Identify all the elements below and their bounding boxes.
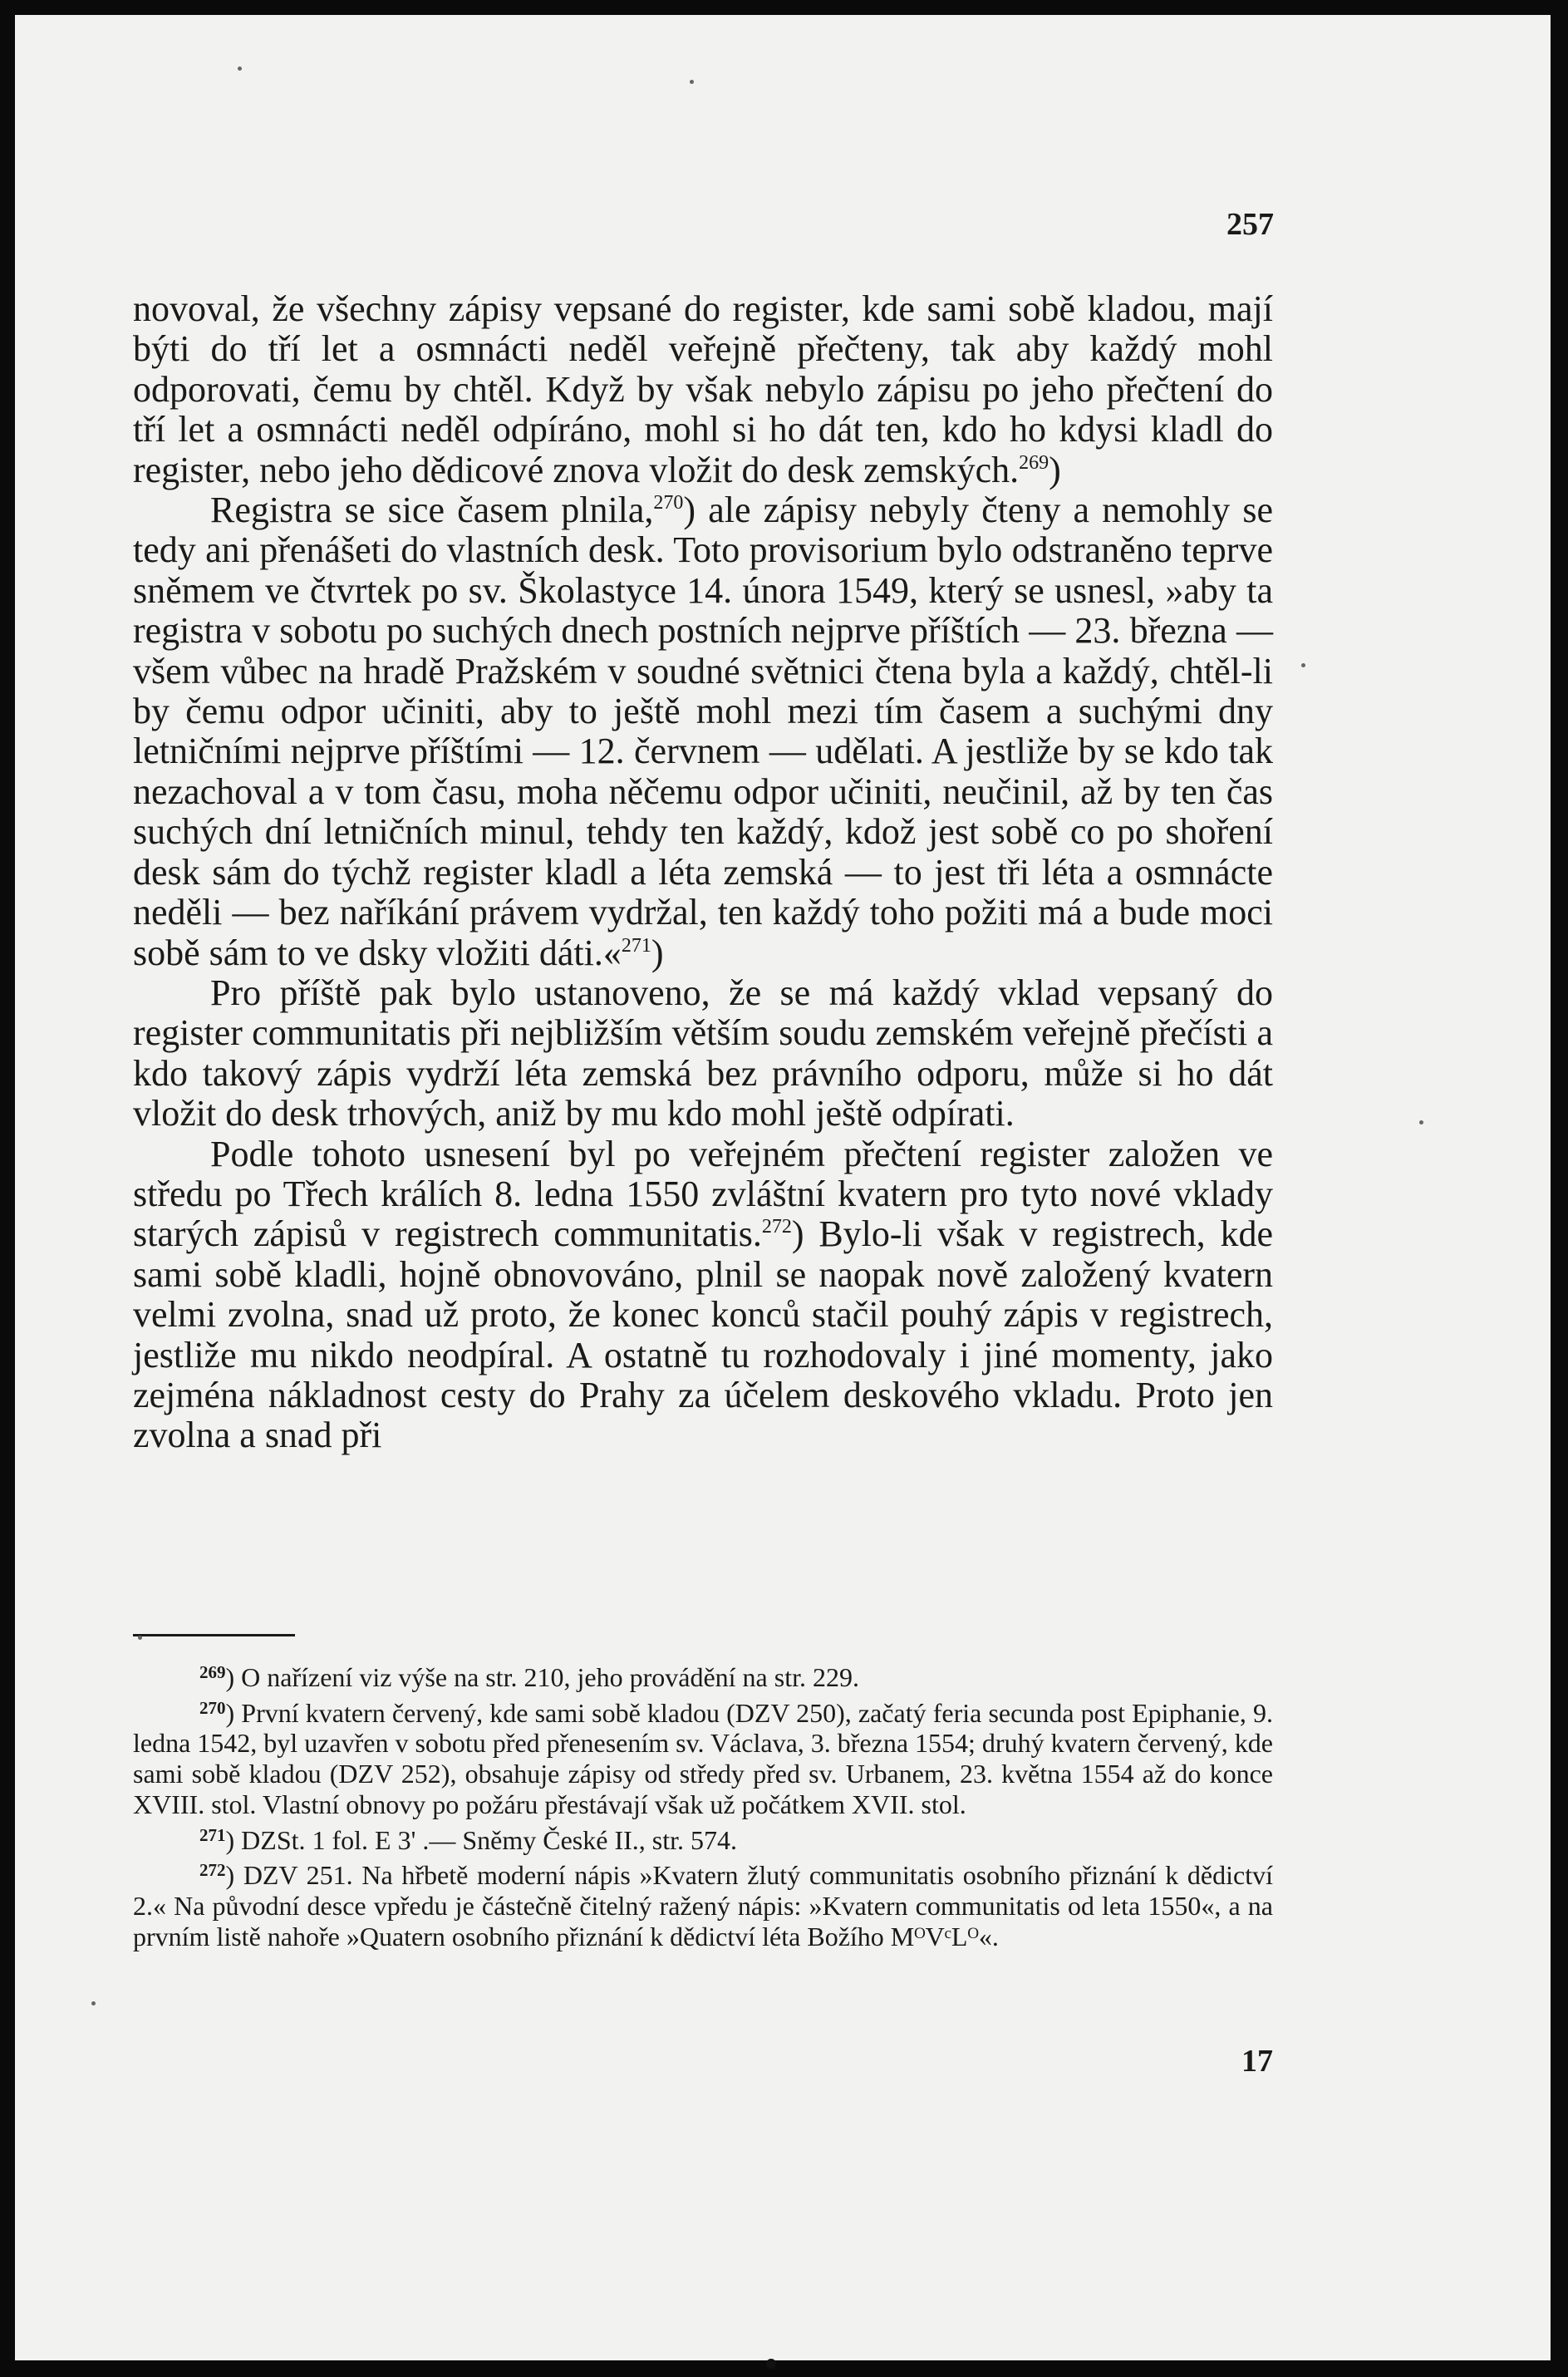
footnote-mark: 270	[199, 1697, 226, 1718]
footnote-269	[133, 1657, 1273, 1693]
paragraph-text: ) ale zápisy nebyly čteny a nemohly se tedy ani přenášeti do vlastních desk. Toto provisorium bylo odstraněno teprve sněmem ve čtvrtek po sv. Školastyce 14. února 1549, který se usnesl, »aby ta registra v sobotu po suchých dnech postních nejprve příštích — 23. března — všem vůbec na hradě Pražském v soudné světnici čtena byla a každý, chtěl-li by čemu odpor učiniti, aby to ještě mohl mezi tím časem a suchými dny letničními nejprve příštími — 12. červnem — udělati. A jestliže by se kdo tak nezachoval a v tom času, moha něčemu odpor učiniti, neučinil, až by ten čas suchých dní letničních minul, tehdy ten každý, kdož jest sobě co po shoření desk sám do týchž register kladl a léta zemská — to jest tři léta a osmnácte neděli — bez naříkání právem vydržal, ten každý toho požiti má a bude moci sobě sám to ve dsky vložiti dáti.«	[133, 490, 1273, 973]
footnote-text: ) První kvatern červený, kde sami sobě kladou (DZV 250), začatý feria secunda post Epiphanie, 9. ledna 1542, byl uzavřen v sobotu před přenesením sv. Václava, 3. března 1554; druhý kvatern červený, kde sami sobě kladou (DZV 252), obsahuje zápisy od středy před sv. Urbanem, 23. května 1554 až do konce XVIII. stol. Vlastní obnovy po požáru přestávají však už počátkem XVII. stol.	[133, 1697, 1273, 1819]
paragraph-4	[133, 1134, 1273, 1456]
footnote-text: ) O nařízení viz výše na str. 210, jeho provádění na str. 229.	[225, 1662, 859, 1692]
dust-speck	[1419, 1120, 1423, 1125]
paragraph-1	[133, 289, 1273, 490]
note-ref-272: 272	[761, 1216, 792, 1238]
paragraph-lead: Registra se sice časem plnila,	[210, 490, 654, 531]
note-ref-close: )	[1049, 449, 1061, 490]
dust-speck	[238, 66, 242, 71]
paragraph-text: ) Bylo-li však v registrech, kde sami sobě kladli, hojně obnovováno, plnil se naopak nově založený kvatern velmi zvolna, snad už proto, že konec konců stačil pouhý zápis v registrech, jestliže mu nikdo neodpíral. A ostatně tu rozhodovaly i jiné momenty, jako zejména nákladnost cesty do Prahy za účelem deskového vkladu. Proto jen zvolna a snad při	[133, 1213, 1273, 1456]
paragraph-text: novoval, že všechny zápisy vepsané do register, kde sami sobě kladou, mají býti do tří let a osmnácti neděl veřejně přečteny, tak aby každý mohl odporovati, čemu by chtěl. Když by však nebylo zápisu po jeho přečtení do tří let a osmnácti neděl odpíráno, mohl si ho dát ten, kdo ho kdysi kladl do register, nebo jeho dědicové znova vložit do desk zemských.	[133, 288, 1273, 490]
note-ref-close: )	[651, 932, 664, 973]
dust-speck	[690, 80, 694, 84]
scanned-page	[15, 15, 1551, 2360]
footnote-separator	[133, 1634, 295, 1636]
paragraph-lead: Podle tohoto usnesení byl po veřejném přečtení register založen ve středu po Třech králích 8. ledna 1550 zvláštní kvatern pro tyto nové vklady starých zápisů v registrech communitatis.	[133, 1133, 1273, 1255]
footnote-text: ) DZV 251. Na hřbetě moderní nápis »Kvatern žlutý communitatis osobního přiznání k dědictví 2.« Na původní desce vpředu je částečně čitelný ražený nápis: »Kvatern communitatis od leta 1550«, a na prvním listě nahoře »Quatern osobního přiznání k dědictví léta Božího MᴼVᶜLᴼ«.	[133, 1860, 1273, 1951]
footnote-text: ) DZSt. 1 fol. E 3' .— Sněmy České II., str. 574.	[225, 1824, 737, 1855]
scan-mark	[766, 2359, 776, 2369]
footnotes	[133, 1657, 1273, 1951]
paragraph-text: Pro příště pak bylo ustanoveno, že se má každý vklad vepsaný do register communitatis při nejbližším větším soudu zemském veřejně přečísti a kdo takový zápis vydrží léta zemská bez právního odporu, může si ho dát vložit do desk trhových, aniž by mu kdo mohl ještě odpírati.	[133, 972, 1273, 1134]
paragraph-3	[133, 973, 1273, 1134]
footnote-270	[133, 1693, 1273, 1820]
footnote-mark: 272	[199, 1860, 226, 1881]
dust-speck	[138, 1636, 142, 1640]
paragraph-2	[133, 490, 1273, 973]
note-ref-271: 271	[621, 934, 651, 957]
note-ref-269: 269	[1019, 451, 1049, 474]
footnote-272	[133, 1855, 1273, 1951]
main-text	[133, 289, 1273, 1456]
signature-mark: 17	[1241, 2044, 1273, 2079]
dust-speck	[91, 2001, 96, 2005]
footnote-mark: 271	[199, 1824, 226, 1845]
footnote-271	[133, 1820, 1273, 1856]
note-ref-270: 270	[653, 492, 684, 514]
page-number: 257	[1226, 207, 1274, 242]
dust-speck	[1301, 663, 1305, 667]
footnote-mark: 269	[199, 1662, 226, 1682]
